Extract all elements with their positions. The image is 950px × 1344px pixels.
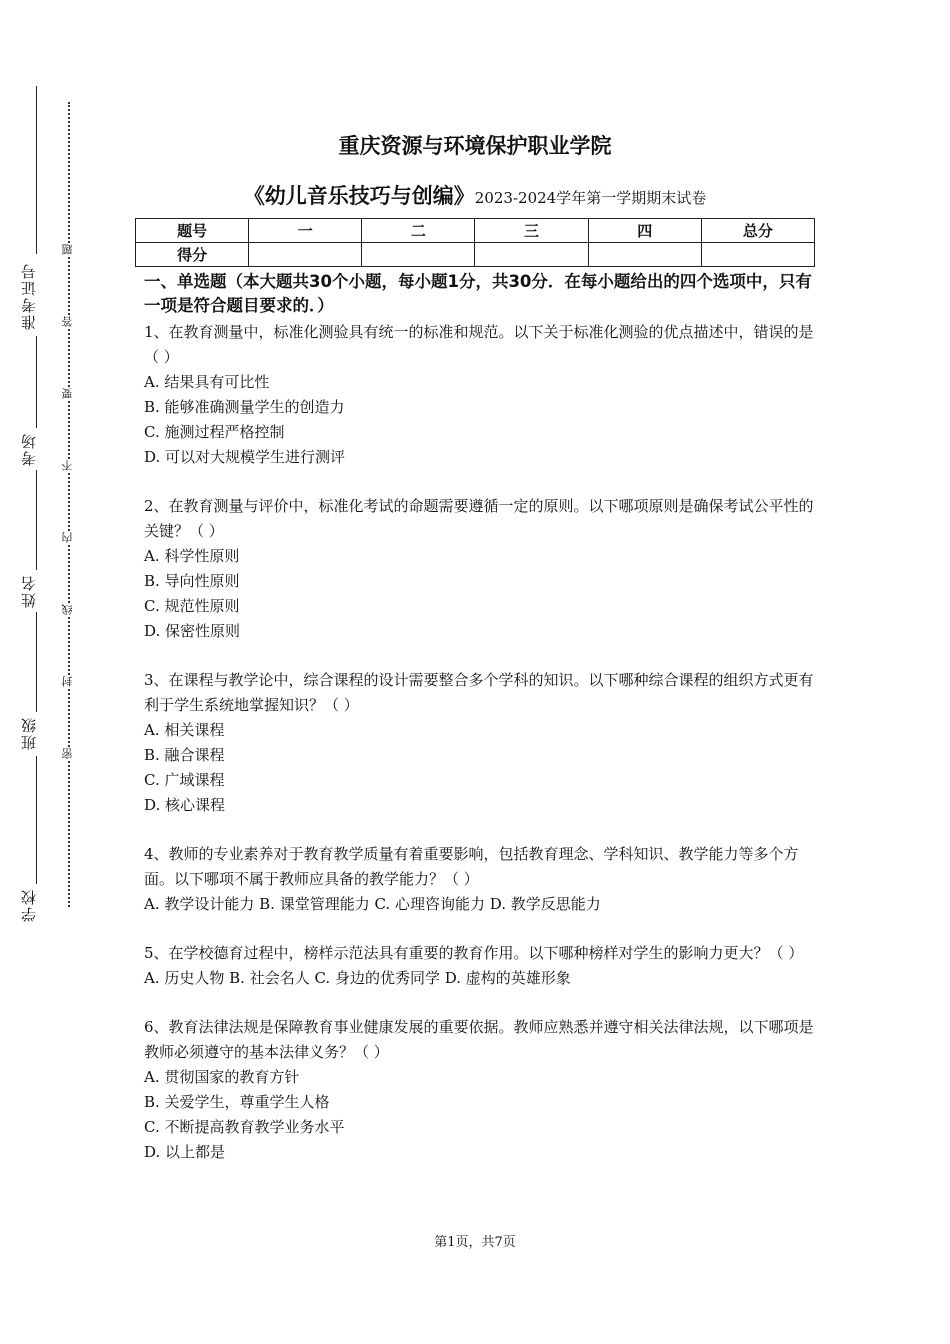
question [144,668,820,818]
score-input-cell [475,243,588,267]
course-name: 《幼儿音乐技巧与创编》 [243,184,475,208]
binding-line [36,756,37,884]
exam-content [144,270,820,1189]
question-stem: 4、教师的专业素养对于教育教学质量有着重要影响，包括教育理念、学科知识、教学能力等多个方面。以下哪项不属于教师应具备的教学能力？（ ） [144,845,799,888]
binding-line [36,336,37,428]
question [144,320,820,470]
question-option: D. 可以对大规模学生进行测评 [144,448,346,466]
binding-line [36,470,37,570]
binding-line [36,86,37,254]
school-name: 重庆资源与环境保护职业学院 [338,134,612,158]
score-cell: 三 [475,219,588,243]
score-cell: 得分 [136,243,249,267]
question-option: B. 关爱学生，尊重学生人格 [144,1093,330,1111]
question-options-inline: A. 教学设计能力 B. 课堂管理能力 C. 心理咨询能力 D. 教学反思能力 [144,895,601,913]
question-stem: 5、在学校德育过程中，榜样示范法具有重要的教育作用。以下哪种榜样对学生的影响力更大？（ ） [144,944,804,962]
score-cell: 一 [249,219,362,243]
question-option: C. 施测过程严格控制 [144,423,285,441]
question-option: A. 贯彻国家的教育方针 [144,1068,300,1086]
question [144,494,820,644]
question [144,842,820,917]
seal-char: 密 [61,748,77,759]
question [144,941,820,991]
field-exam-room: 考场 [20,432,38,466]
question-option: D. 以上都是 [144,1143,226,1161]
field-school: 学校 [20,888,38,922]
question-option: C. 规范性原则 [144,597,240,615]
score-cell: 题号 [136,219,249,243]
seal-char: 不 [61,460,77,471]
score-cell: 四 [588,219,701,243]
seal-dotted-line [68,102,70,907]
score-input-cell [362,243,475,267]
field-exam-number: 准考证号 [20,262,38,330]
question-option: B. 能够准确测量学生的创造力 [144,398,345,416]
seal-char: 题 [61,244,77,255]
score-input-cell [249,243,362,267]
binding-line [36,612,37,712]
field-name: 姓名 [20,574,38,608]
field-class: 班级 [20,716,38,750]
exam-title [0,180,950,210]
question-option: A. 结果具有可比性 [144,373,270,391]
question [144,1015,820,1165]
seal-char: 线 [61,604,77,615]
question-stem: 2、在教育测量与评价中，标准化考试的命题需要遵循一定的原则。以下哪项原则是确保考试公平性的关键？（ ） [144,497,814,540]
page-footer: 第1页，共7页 [434,1235,516,1250]
score-cell: 二 [362,219,475,243]
score-value-row [136,243,815,267]
score-cell: 总分 [701,219,814,243]
question-stem: 1、在教育测量中，标准化测验具有统一的标准和规范。以下关于标准化测验的优点描述中，错误的是（ ） [144,323,814,366]
seal-char: 答 [61,316,77,327]
question-option: C. 不断提高教育教学业务水平 [144,1118,345,1136]
score-header-row [136,219,815,243]
seal-char: 要 [61,388,77,399]
question-option: D. 保密性原则 [144,622,241,640]
seal-char: 内 [61,532,77,543]
question-option: A. 相关课程 [144,721,225,739]
question-option: B. 融合课程 [144,746,225,764]
score-input-cell [588,243,701,267]
question-stem: 6、教育法律法规是保障教育事业健康发展的重要依据。教师应熟悉并遵守相关法律法规，以下哪项是教师必须遵守的基本法律义务？（ ） [144,1018,814,1061]
question-stem: 3、在课程与教学论中，综合课程的设计需要整合多个学科的知识。以下哪种综合课程的组织方式更有利于学生系统地掌握知识？（ ） [144,671,814,714]
score-input-cell [701,243,814,267]
seal-char: 封 [61,676,77,687]
term-label: 2023-2024学年第一学期期末试卷 [474,189,707,207]
question-options-inline: A. 历史人物 B. 社会名人 C. 身边的优秀同学 D. 虚构的英雄形象 [144,969,571,987]
section-title: 一、单选题（本大题共30个小题，每小题1分，共30分．在每小题给出的四个选项中，只有一项是符合题目要求的．） [144,272,812,315]
question-option: C. 广域课程 [144,771,225,789]
question-option: B. 导向性原则 [144,572,240,590]
score-table [135,218,815,267]
question-option: A. 科学性原则 [144,547,240,565]
question-option: D. 核心课程 [144,796,226,814]
